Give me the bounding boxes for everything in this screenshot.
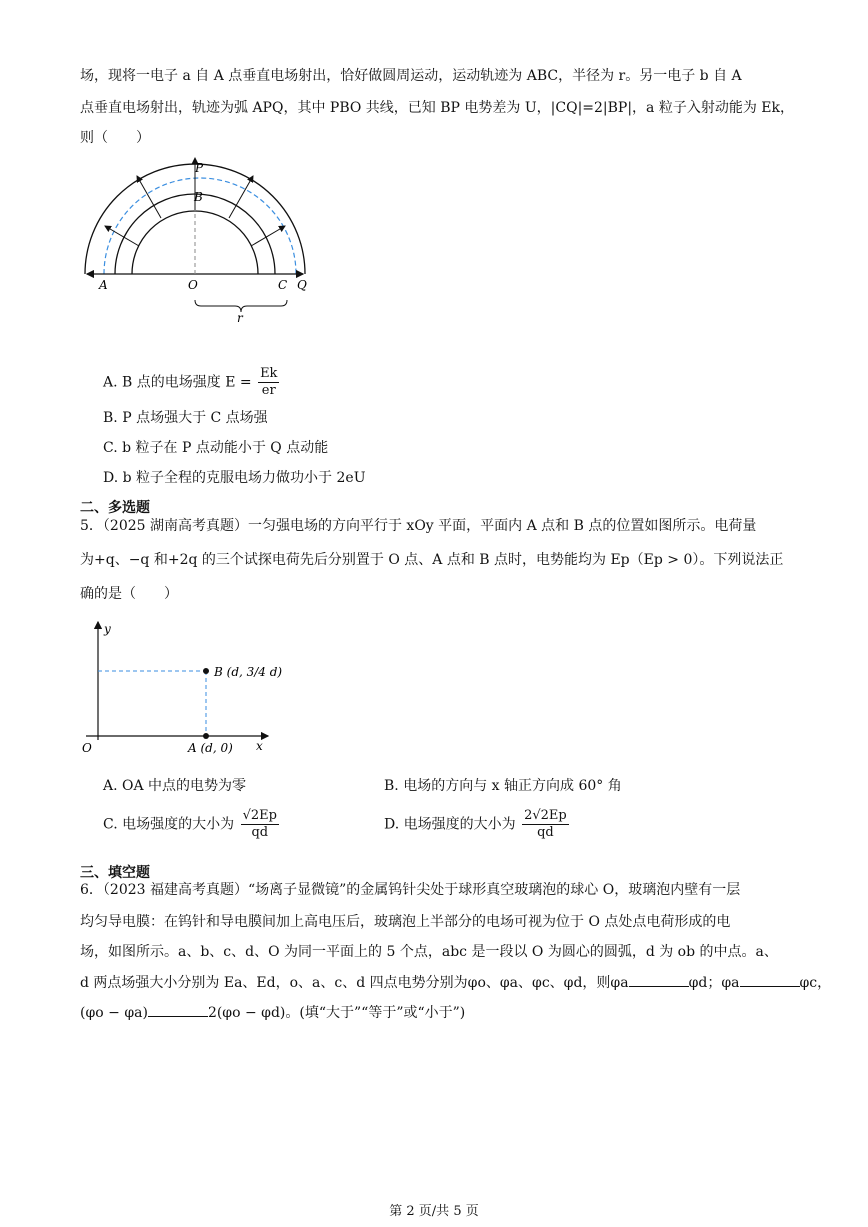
axis-x-label: x (256, 739, 263, 753)
answer-blank-3[interactable] (148, 1002, 208, 1017)
option-text: P 点场强大于 C 点场强 (122, 410, 268, 426)
page-footer: 第 2 页/共 5 页 (389, 1204, 479, 1219)
q5-option-a[interactable] (103, 776, 246, 796)
fraction (258, 366, 279, 399)
label-r: r (237, 311, 243, 325)
label-Q: Q (297, 278, 307, 292)
q6-line-1: 6．（2023 福建高考真题）“场离子显微镜”的金属钨针尖处于球形真空玻璃泡的球心 O，玻璃泡内壁有一层 (80, 882, 741, 898)
section-heading-fill: 三、填空题 (80, 865, 150, 881)
option-text: B 点的电场强度 E = (122, 374, 252, 391)
label-P: P (195, 161, 204, 175)
frac-num: 2√2Ep (524, 808, 567, 823)
option-prefix: B. (384, 778, 399, 794)
q6-text: 2(φo − φd)。(填“大于”“等于”或“小于”) (207, 1005, 466, 1021)
q5-option-c[interactable] (103, 808, 281, 841)
origin-label: O (82, 741, 92, 755)
answer-blank-2[interactable] (740, 972, 800, 987)
option-prefix: A. (103, 778, 118, 794)
option-text: b 粒子全程的克服电场力做功小于 2eU (122, 470, 366, 486)
option-prefix: D. (103, 470, 119, 486)
section-heading-multi: 二、多选题 (80, 500, 150, 516)
label-A: A (99, 278, 108, 292)
option-prefix: C. (103, 440, 118, 456)
option-text: b 粒子在 P 点动能小于 Q 点动能 (122, 440, 329, 456)
q4-option-a[interactable] (103, 366, 281, 399)
label-C: C (278, 278, 288, 292)
frac-den: er (261, 383, 276, 398)
option-prefix: C. (103, 816, 118, 833)
answer-blank-1[interactable] (629, 972, 689, 987)
option-prefix: A. (103, 374, 118, 391)
option-prefix: D. (384, 816, 400, 833)
q5-line-3: 确的是（ ） (80, 586, 178, 602)
frac-num: √2Ep (242, 808, 277, 823)
q4-line-2: 点垂直电场射出，轨迹为弧 APQ，其中 PBO 共线，已知 BP 电势差为 U，|CQ|=2|BP|，a 粒子入射动能为 Ek， (80, 100, 795, 116)
option-prefix: B. (103, 410, 118, 426)
option-text: 电场强度的大小为 (403, 816, 516, 833)
frac-den: qd (251, 825, 269, 840)
q6-text: φc， (799, 975, 832, 991)
point-a-label: A (d, 0) (188, 741, 233, 755)
label-O: O (188, 278, 198, 292)
q5-figure (78, 618, 298, 758)
q4-line-3: 则（ ） (80, 130, 150, 146)
axis-y-label: y (104, 622, 111, 636)
q6-line-5 (80, 1002, 465, 1023)
q6-line-3: 场，如图所示。a、b、c、d、O 为同一平面上的 5 个点，abc 是一段以 O 为圆心的圆弧，d 为 ob 的中点。a、 (80, 944, 778, 960)
option-text: 电场的方向与 x 轴正方向成 60° 角 (403, 778, 622, 794)
point-b-label: B (d, 3/4 d) (214, 665, 283, 679)
frac-num: Ek (260, 366, 278, 381)
q6-text: d 两点场强大小分别为 Ea、Ed，o、a、c、d 四点电势分别为φo、φa、φc、φd，则φa (80, 975, 629, 991)
q4-option-c[interactable] (103, 438, 328, 458)
option-text: 电场强度的大小为 (122, 816, 235, 833)
frac-den: qd (537, 825, 554, 840)
q5-option-b[interactable] (384, 776, 622, 796)
q4-option-b[interactable] (103, 408, 268, 428)
q6-text: φd；φa (688, 975, 740, 991)
label-B: B (194, 190, 203, 204)
fraction (522, 808, 569, 841)
q6-line-4 (80, 972, 831, 993)
option-text: OA 中点的电势为零 (122, 778, 247, 794)
q5-line-1: 5．（2025 湖南高考真题）一匀强电场的方向平行于 xOy 平面，平面内 A 点和 B 点的位置如图所示。电荷量 (80, 518, 757, 534)
q4-option-d[interactable] (103, 468, 366, 488)
fraction (241, 808, 279, 841)
q6-line-2: 均匀导电膜：在钨针和导电膜间加上高电压后，玻璃泡上半部分的电场可视为位于 O 点处点电荷形成的电 (80, 914, 731, 930)
q5-line-2: 为+q、−q 和+2q 的三个试探电荷先后分别置于 O 点、A 点和 B 点时，电势能均为 Ep（Ep > 0）。下列说法正 (80, 552, 784, 568)
q6-text: (φo − φa) (80, 1005, 148, 1021)
q5-option-d[interactable] (384, 808, 571, 841)
q4-figure (75, 150, 325, 325)
q4-line-1: 场，现将一电子 a 自 A 点垂直电场射出，恰好做圆周运动，运动轨迹为 ABC，半径为 r。另一电子 b 自 A (80, 68, 742, 84)
